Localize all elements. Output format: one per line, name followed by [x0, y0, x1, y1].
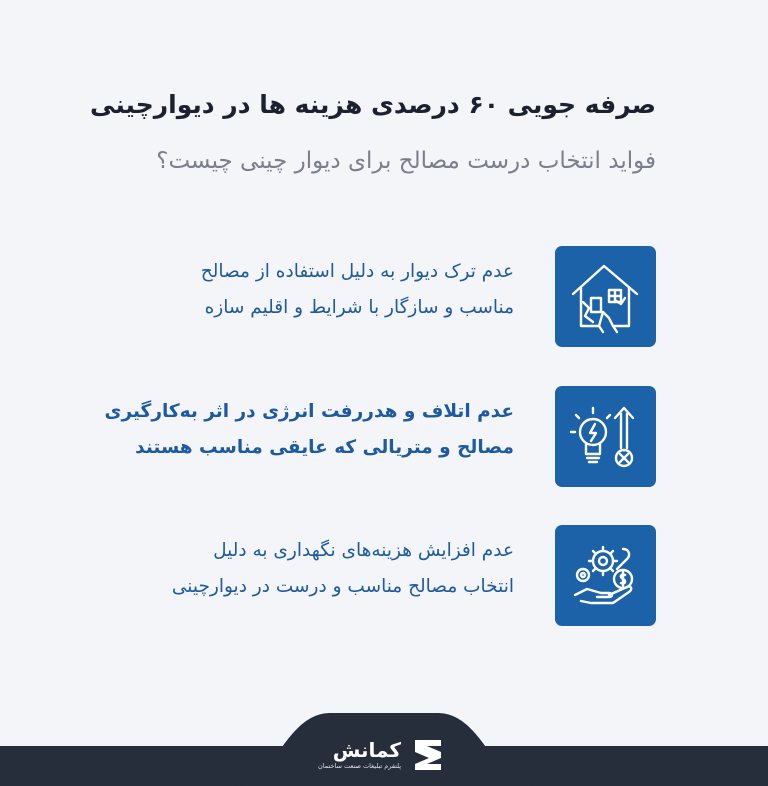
benefit-text-1 — [201, 254, 514, 326]
benefit-item-2 — [104, 386, 656, 486]
brand-logo — [318, 738, 443, 772]
benefit-3-line-1: عدم افزایش هزینه‌های نگهداری به دلیل — [213, 540, 514, 561]
page-subtitle: فواید انتخاب درست مصالح برای دیوار چینی چیست؟ — [156, 148, 656, 174]
benefit-2-line-1: عدم اتلاف و هدررفت انرژی در اثر به‌کارگیری — [104, 401, 514, 422]
cracked-house-icon — [555, 246, 656, 347]
benefit-item-3 — [112, 525, 656, 625]
energy-bulb-icon — [555, 386, 656, 487]
page-title: صرفه جویی ۶۰ درصدی هزینه ها در دیوارچینی — [90, 90, 656, 119]
benefit-1-line-2: مناسب و سازگار با شرایط و اقلیم سازه — [204, 297, 514, 318]
benefit-1-line-1: عدم ترک دیوار به دلیل استفاده از مصالح — [200, 261, 514, 282]
brand-name: کمانش — [332, 738, 402, 762]
brand-mark-icon — [413, 738, 443, 772]
benefit-item-1 — [112, 246, 656, 346]
benefit-2-line-2: مصالح و متریالی که عایقی مناسب هستند — [135, 437, 514, 458]
maintenance-cost-icon — [555, 525, 656, 626]
brand-tagline: پلتفرم تبلیغات صنعت ساختمان — [318, 762, 402, 770]
benefit-text-2 — [105, 394, 514, 466]
benefit-text-3 — [172, 533, 514, 605]
benefit-3-line-2: انتخاب مصالح مناسب و درست در دیوارچینی — [171, 576, 514, 597]
